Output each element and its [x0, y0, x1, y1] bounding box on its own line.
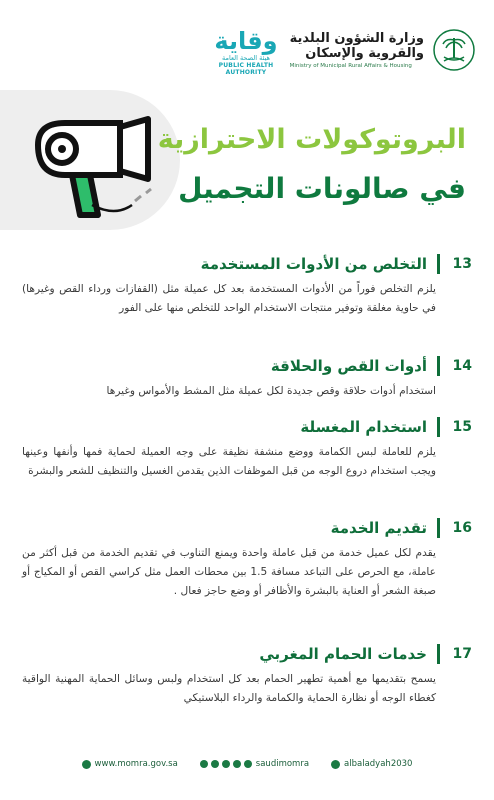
youtube-icon[interactable]	[233, 760, 241, 768]
hashtag-text: albaladyah2030	[344, 759, 413, 769]
section-number: 17	[452, 646, 472, 662]
section-title: التخلص من الأدوات المستخدمة	[200, 255, 427, 273]
section-number: 16	[452, 520, 472, 536]
section-divider	[437, 254, 440, 274]
section-16	[22, 516, 472, 601]
section-number: 15	[452, 419, 472, 435]
footer	[0, 750, 494, 778]
footer-social[interactable]	[200, 759, 309, 769]
section-divider	[437, 644, 440, 664]
header-logos	[0, 22, 494, 82]
vision-2030-icon	[331, 760, 340, 769]
section-15	[22, 415, 472, 481]
section-divider	[437, 518, 440, 538]
snapchat-icon[interactable]	[244, 760, 252, 768]
pha-name-en: PUBLIC HEALTH AUTHORITY	[218, 62, 274, 76]
pha-logo	[204, 28, 288, 76]
footer-hashtag	[331, 759, 412, 769]
ministry-logo	[290, 28, 476, 72]
section-body: يلزم للعاملة لبس الكمامة ووضع منشفة نظيفة على وجه العميلة لحماية فمها وأنفها وعينها ويجب استخدام دروع الوجه من قبل الموظفات الذين يقدمن الغسيل والتنظيف للشعر والبشرة	[22, 446, 436, 477]
ministry-name-line1: وزارة الشؤون البلدية	[289, 31, 424, 46]
section-number: 14	[452, 358, 472, 374]
globe-icon	[82, 760, 91, 769]
ministry-name-en: Ministry of Municipal Rural Affairs & Housing	[289, 63, 412, 69]
section-number: 13	[452, 256, 472, 272]
footer-website[interactable]	[82, 759, 178, 769]
title-line-1: البروتوكولات الاحترازية	[157, 124, 466, 155]
instagram-icon[interactable]	[200, 760, 208, 768]
section-body: يلزم التخلص فوراً من الأدوات المستخدمة بعد كل عميلة مثل (القفازات ورداء القص وغيرها) في حاوية مغلقة وتوفير منتجات الاستخدام الواحد للتخلص منها على الفور	[22, 283, 436, 314]
section-title: استخدام المغسلة	[300, 418, 427, 436]
palm-swords-icon	[432, 28, 476, 72]
section-13	[22, 252, 472, 318]
social-handle[interactable]: saudimomra	[255, 759, 310, 769]
hair-dryer-icon	[20, 105, 170, 225]
section-17	[22, 642, 472, 708]
section-divider	[437, 356, 440, 376]
ministry-name-line2: والقروية والإسكان	[305, 46, 424, 61]
section-divider	[437, 417, 440, 437]
section-body: يقدم لكل عميل خدمة من قبل عاملة واحدة ويمنع التناوب في تقديم الخدمة من قبل أكثر من عاملة، مع الحرص على التباعد مسافة 1.5 بين محطات العمل مثل كراسي القص أو المكياج أو صبغة الشعر أو العناية بالبشرة والأظافر أو وضع حاجز فعال .	[22, 547, 436, 597]
section-14	[22, 354, 472, 401]
pha-name-ar: هيئة الصحة العامة	[222, 54, 270, 62]
section-body: يسمح بتقديمها مع أهمية تطهير الحمام بعد كل استخدام ولبس وسائل الحماية المهنية الواقية كغطاء الوجه أو نظارة الحماية والكمامة والرداء البلاستيكي	[22, 673, 436, 704]
title-line-2: في صالونات التجميل	[178, 172, 466, 205]
website-link[interactable]: www.momra.gov.sa	[94, 759, 178, 769]
section-title: تقديم الخدمة	[330, 519, 427, 537]
twitter-icon[interactable]	[222, 760, 230, 768]
section-title: خدمات الحمام المغربي	[259, 645, 427, 663]
section-body: استخدام أدوات حلاقة وقص جديدة لكل عميلة مثل المشط والأمواس وغيرها	[106, 385, 436, 397]
facebook-icon[interactable]	[211, 760, 219, 768]
section-title: أدوات القص والحلاقة	[270, 357, 427, 375]
pha-wordmark: وقاية	[214, 27, 278, 55]
